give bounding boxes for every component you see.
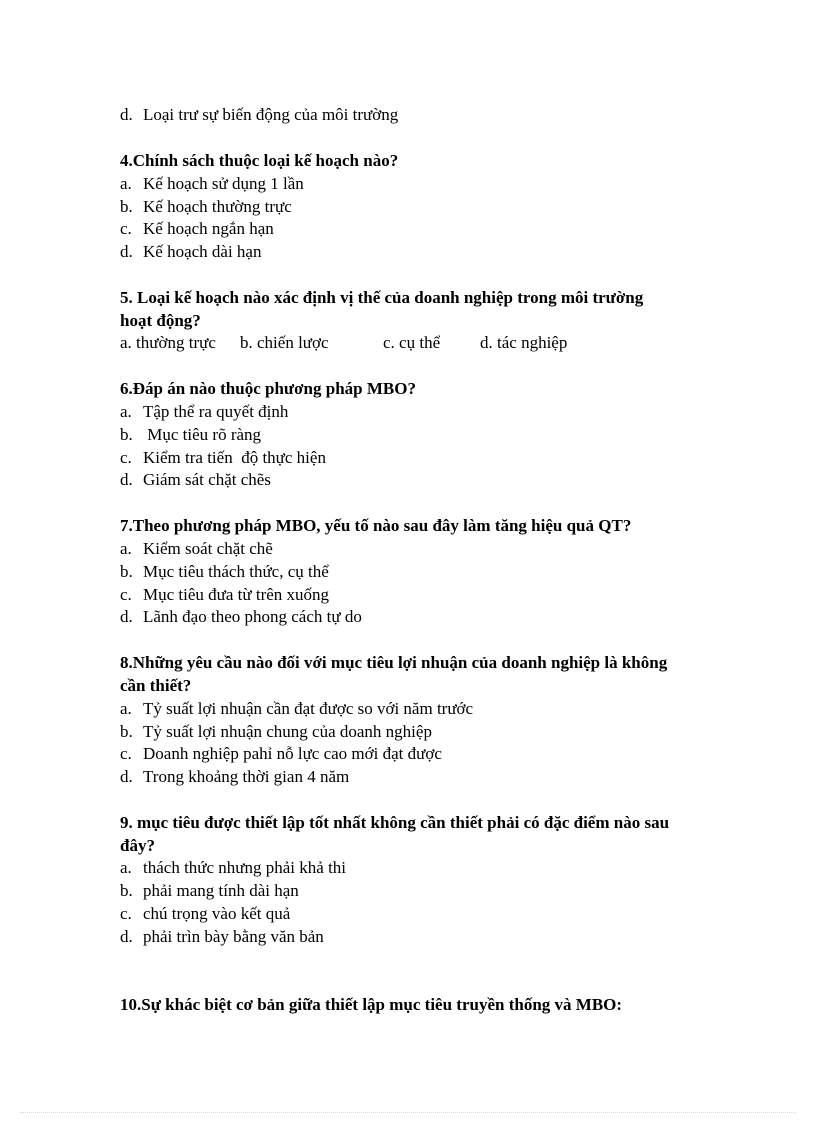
option-q7-a	[120, 538, 273, 560]
question-5-line-2: hoạt động?	[120, 311, 201, 330]
option-q5-c: c. cụ thể	[383, 333, 441, 352]
option-label: d.	[120, 767, 133, 786]
option-label: b.	[120, 425, 133, 444]
option-label: a.	[120, 402, 132, 421]
option-text: chú trọng vào kết quả	[143, 904, 291, 923]
option-q5-a: a. thường trực	[120, 333, 216, 352]
question-7: 7.Theo phương pháp MBO, yếu tố nào sau đây làm tăng hiệu quả QT?	[120, 516, 632, 535]
option-q5-b: b. chiến lược	[240, 333, 329, 352]
option-label: c.	[120, 585, 132, 604]
option-text: phải trìn bày bằng văn bản	[143, 927, 324, 946]
option-label: c.	[120, 904, 132, 923]
question-5-line-1: 5. Loại kế hoạch nào xác định vị thế của doanh nghiệp trong môi trường	[120, 288, 644, 307]
option-q3-d	[120, 104, 398, 126]
option-label: a.	[120, 858, 132, 877]
option-q4-c	[120, 218, 274, 240]
option-label: b.	[120, 562, 133, 581]
option-q9-b	[120, 880, 299, 902]
option-text: Mục tiêu rõ ràng	[143, 425, 262, 444]
option-text: Tỷ suất lợi nhuận chung của doanh nghiệp	[143, 722, 432, 741]
question-6: 6.Đáp án nào thuộc phương pháp MBO?	[120, 379, 416, 398]
option-q9-c	[120, 903, 290, 925]
option-label: d.	[120, 242, 133, 261]
option-text: phải mang tính dài hạn	[143, 881, 299, 900]
option-text: Trong khoảng thời gian 4 năm	[143, 767, 350, 786]
option-text: Mục tiêu thách thức, cụ thể	[143, 562, 329, 581]
option-text: Kiểm tra tiến độ thực hiện	[143, 448, 326, 467]
option-q8-d	[120, 766, 349, 788]
question-4: 4.Chính sách thuộc loại kế hoạch nào?	[120, 151, 399, 170]
question-8-line-2: cần thiết?	[120, 676, 192, 695]
option-label: b.	[120, 197, 133, 216]
option-text: thách thức nhưng phải khả thi	[143, 858, 347, 877]
option-label: b.	[120, 722, 133, 741]
question-5-options	[120, 332, 720, 354]
option-text: Kế hoạch sử dụng 1 lần	[143, 174, 304, 193]
option-text: Tập thể ra quyết định	[143, 402, 289, 421]
option-q4-a	[120, 173, 304, 195]
option-q8-a	[120, 698, 473, 720]
option-label: a.	[120, 539, 132, 558]
option-label: c.	[120, 448, 132, 467]
option-text: Kế hoạch dài hạn	[143, 242, 262, 261]
option-label: a.	[120, 174, 132, 193]
option-q6-d	[120, 469, 271, 491]
option-label: a.	[120, 699, 132, 718]
option-label: d.	[120, 470, 133, 489]
option-label: d.	[120, 927, 133, 946]
option-q4-d	[120, 241, 261, 263]
option-q6-c	[120, 447, 326, 469]
question-10: 10.Sự khác biệt cơ bản giữa thiết lập mục tiêu truyền thống và MBO:	[120, 995, 623, 1014]
option-q9-a	[120, 857, 346, 879]
option-text: Kiểm soát chặt chẽ	[143, 539, 273, 558]
option-text: Doanh nghiệp pahỉ nỗ lực cao mới đạt được	[143, 744, 442, 763]
option-q7-b	[120, 561, 329, 583]
option-q9-d	[120, 926, 324, 948]
option-text: Tỷ suất lợi nhuận cần đạt được so với năm trước	[143, 699, 474, 718]
option-label: b.	[120, 881, 133, 900]
page-bottom-divider	[20, 1112, 796, 1113]
option-label: d.	[120, 105, 133, 124]
option-text: Kế hoạch thường trực	[143, 197, 292, 216]
option-q6-a	[120, 401, 288, 423]
question-9-line-2: đây?	[120, 836, 155, 855]
question-9-line-1: 9. mục tiêu được thiết lập tốt nhất không cần thiết phải có đặc điểm nào sau	[120, 813, 670, 832]
option-label: c.	[120, 744, 132, 763]
option-text: Lãnh đạo theo phong cách tự do	[143, 607, 362, 626]
option-q8-b	[120, 721, 432, 743]
option-q7-c	[120, 584, 329, 606]
option-q4-b	[120, 196, 292, 218]
option-q5-d: d. tác nghiệp	[480, 333, 568, 352]
option-label: d.	[120, 607, 133, 626]
question-8-line-1: 8.Những yêu cầu nào đối với mục tiêu lợi nhuận của doanh nghiệp là không	[120, 653, 668, 672]
option-text: Mục tiêu đưa từ trên xuống	[143, 585, 330, 604]
option-q6-b	[120, 424, 261, 446]
option-label: c.	[120, 219, 132, 238]
option-text: Loại trư sự biến động của môi trường	[143, 105, 399, 124]
option-text: Giám sát chặt chẽs	[143, 470, 271, 489]
option-text: Kế hoạch ngắn hạn	[143, 219, 274, 238]
option-q7-d	[120, 606, 362, 628]
option-q8-c	[120, 743, 442, 765]
